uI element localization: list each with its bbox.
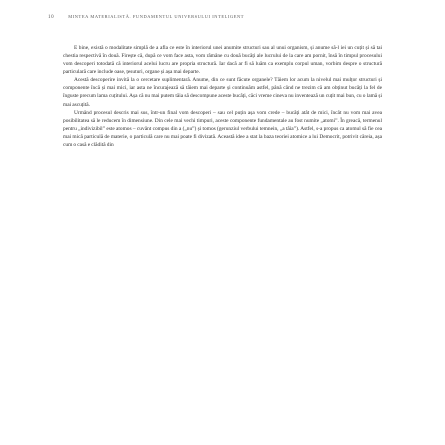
running-title: MINTEA MATERIALISTĂ. FUNDAMENTUL UNIVERSULUI INTELIGENT <box>68 14 245 19</box>
paragraph: Acestă descoperire invită la o cercetare suplimentară. Anume, din ce sunt făcute organele? Tăiem lor acum la nivelul mai mulțor structuri și componente încă și mai mici, iar asta ne încurajează să tăiem mai departe și continuăm astfel, până când ne trezim că am obținut bucăți la fel de înguste precum lama cuțitului. Așa că nu mai putem tăia să descompune aceste bucăți, căci vreme cineva nu inventează un cuțit mai bun, cu o lamă și mai ascuțită. <box>63 77 382 108</box>
running-header <box>48 14 408 20</box>
paragraph: Urmând procesul descris mai sus, într-un final vom descoperi – sau cel puțin așa vom crede – bucăți atât de mici, încât nu vom mai avea posibilitatea să le reducem în dimensiune. Din cele mai vechi timpuri, aceste componente fundamentale au fost numite „atomi”. În greacă, termenul pentru „indivizibil” este atomos – cuvânt compus din a („nu”) și tomos (gerunziul verbului temnein, „a tăia”). Astfel, s-a propus ca atomul să fie cea mai mică particulă de materie, o particulă care nu mai poate fi divizată. Această idee a stat la baza teoriei atomice a lui Democrit, potrivit căreia, așa cum o casă e clădită din <box>63 109 382 148</box>
body-text <box>63 44 382 149</box>
page-number: 10 <box>48 15 55 20</box>
paragraph: E bine, există o modalitate simplă de a afla ce este în interiorul unei anumite structuri sau al unui organism, și anume să-l iei un cuțit și să tai chestia respectivă în două. Firește că, după ce vom face asta, vom rămâne cu două bucăți ale lucrului de la care am pornit, însă în timpul procesului vom descoperi totodată că interiorul acelui lucru are propria structură. Iar dacă ar fi să luăm ca exemplu corpul uman, vorbim despre o structură particulară care include oase, țesuturi, organe și așa mai departe. <box>63 45 382 76</box>
